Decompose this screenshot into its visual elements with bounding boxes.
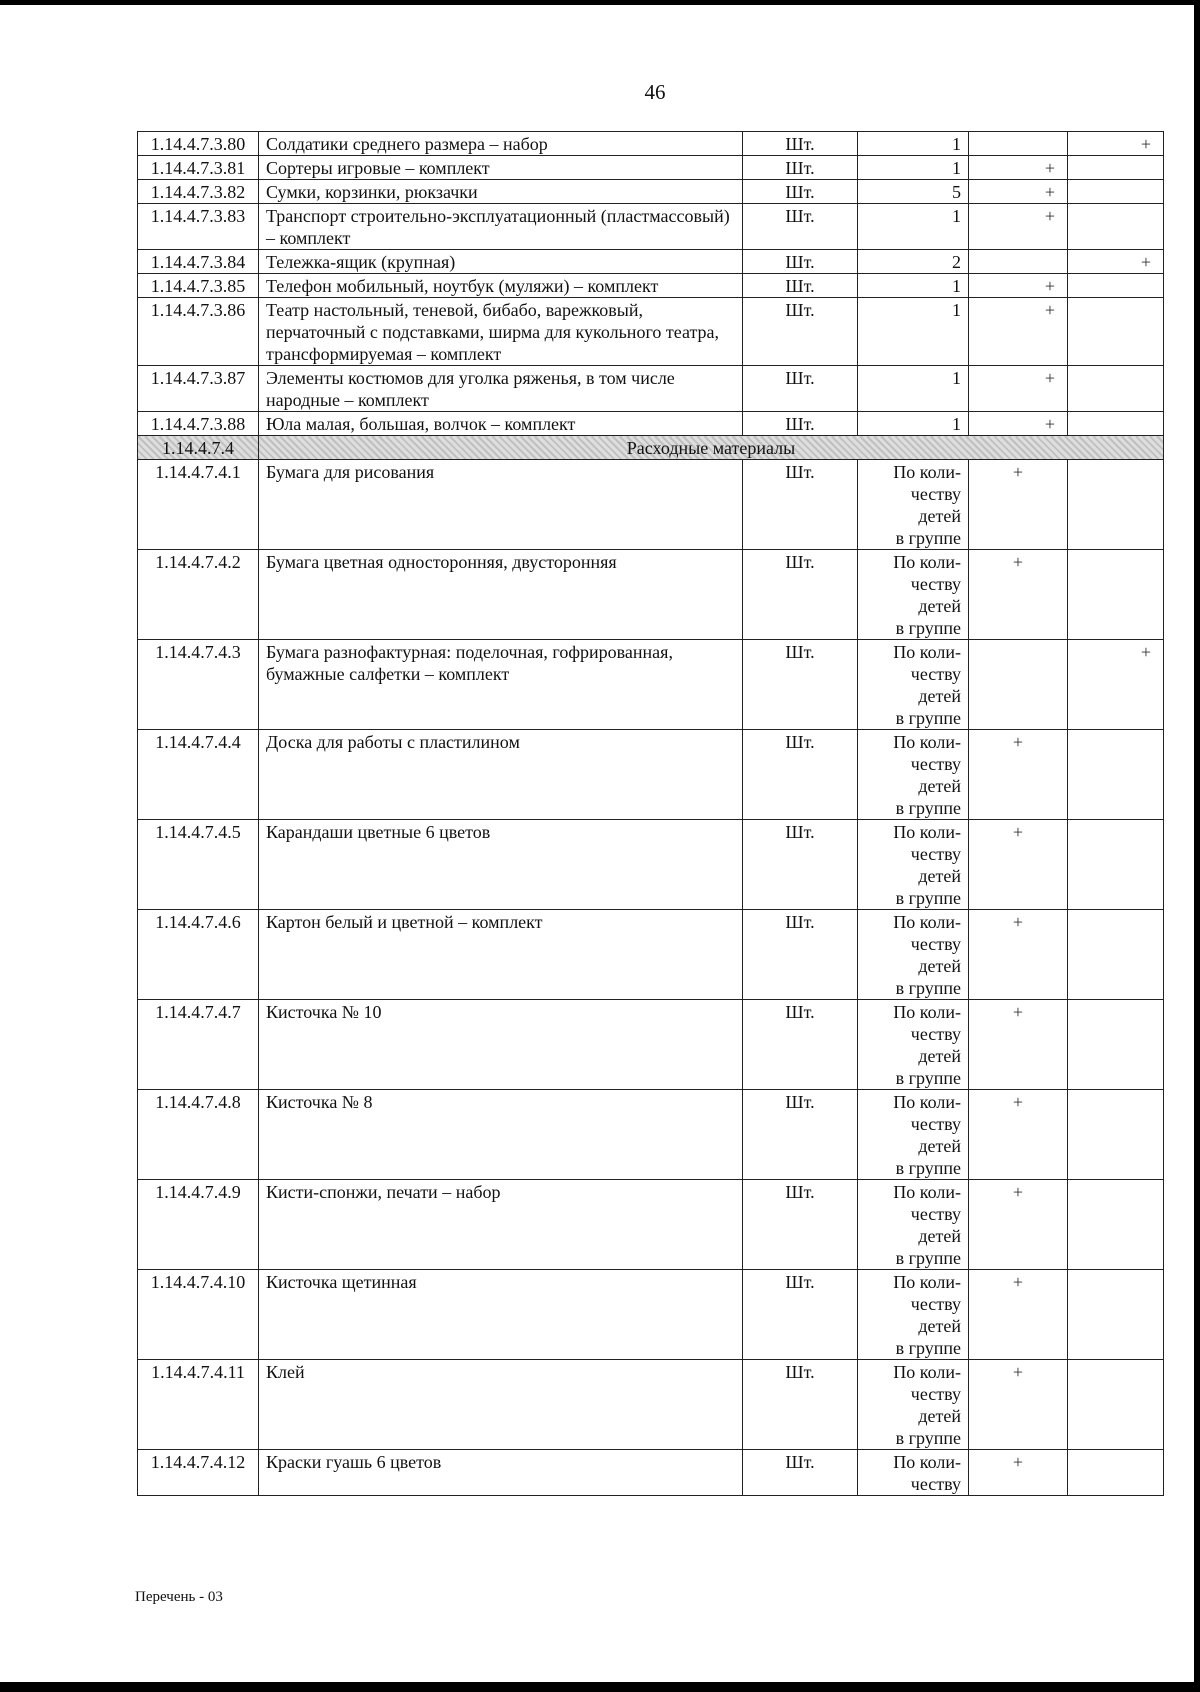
item-unit: Шт. bbox=[743, 1090, 858, 1180]
item-unit: Шт. bbox=[743, 550, 858, 640]
item-quantity: По коли- честву детей в группе bbox=[858, 1000, 969, 1090]
item-quantity: По коли- честву детей в группе bbox=[858, 460, 969, 550]
item-code: 1.14.4.7.3.83 bbox=[138, 204, 259, 250]
item-code: 1.14.4.7.3.80 bbox=[138, 132, 259, 156]
item-code: 1.14.4.7.4.6 bbox=[138, 910, 259, 1000]
item-name: Доска для работы с пластилином bbox=[259, 730, 743, 820]
item-name: Кисти-спонжи, печати – набор bbox=[259, 1180, 743, 1270]
item-unit: Шт. bbox=[743, 910, 858, 1000]
item-mark-column-2 bbox=[1068, 460, 1164, 550]
item-quantity: По коли- честву детей в группе bbox=[858, 1090, 969, 1180]
item-quantity: 5 bbox=[858, 180, 969, 204]
item-mark-column-2 bbox=[1068, 1180, 1164, 1270]
item-mark-column-1: + bbox=[969, 204, 1068, 250]
item-name: Театр настольный, теневой, бибабо, варежковый, перчаточный с подставками, ширма для кукольного театра, трансформируемая – комплект bbox=[259, 298, 743, 366]
item-name: Кисточка № 8 bbox=[259, 1090, 743, 1180]
item-mark-column-2 bbox=[1068, 1270, 1164, 1360]
section-row bbox=[138, 436, 1164, 460]
item-mark-column-2 bbox=[1068, 910, 1164, 1000]
table-row bbox=[138, 366, 1164, 412]
item-name: Картон белый и цветной – комплект bbox=[259, 910, 743, 1000]
item-mark-column-2 bbox=[1068, 1000, 1164, 1090]
item-mark-column-2: + bbox=[1068, 132, 1164, 156]
item-mark-column-2 bbox=[1068, 180, 1164, 204]
item-mark-column-1: + bbox=[969, 1360, 1068, 1450]
table-row bbox=[138, 910, 1164, 1000]
table-row bbox=[138, 204, 1164, 250]
table-row bbox=[138, 820, 1164, 910]
item-mark-column-1 bbox=[969, 640, 1068, 730]
item-mark-column-1: + bbox=[969, 1270, 1068, 1360]
equipment-table bbox=[137, 131, 1164, 1496]
scan-border-right bbox=[1194, 0, 1200, 1692]
item-code: 1.14.4.7.4.11 bbox=[138, 1360, 259, 1450]
item-mark-column-1: + bbox=[969, 1180, 1068, 1270]
item-mark-column-2 bbox=[1068, 366, 1164, 412]
item-mark-column-1: + bbox=[969, 298, 1068, 366]
item-name: Солдатики среднего размера – набор bbox=[259, 132, 743, 156]
table-row bbox=[138, 550, 1164, 640]
item-unit: Шт. bbox=[743, 132, 858, 156]
item-mark-column-1 bbox=[969, 250, 1068, 274]
table-row bbox=[138, 730, 1164, 820]
item-quantity: По коли- честву bbox=[858, 1450, 969, 1496]
page-number: 46 bbox=[644, 80, 666, 104]
item-mark-column-2 bbox=[1068, 156, 1164, 180]
item-mark-column-2: + bbox=[1068, 640, 1164, 730]
item-quantity: По коли- честву детей в группе bbox=[858, 550, 969, 640]
item-unit: Шт. bbox=[743, 366, 858, 412]
item-code: 1.14.4.7.3.82 bbox=[138, 180, 259, 204]
table-row bbox=[138, 180, 1164, 204]
table-row bbox=[138, 1180, 1164, 1270]
item-code: 1.14.4.7.4.7 bbox=[138, 1000, 259, 1090]
item-code: 1.14.4.7.3.84 bbox=[138, 250, 259, 274]
item-mark-column-2 bbox=[1068, 1360, 1164, 1450]
item-mark-column-2: + bbox=[1068, 250, 1164, 274]
item-mark-column-2 bbox=[1068, 1090, 1164, 1180]
item-name: Кисточка щетинная bbox=[259, 1270, 743, 1360]
table-row bbox=[138, 156, 1164, 180]
item-unit: Шт. bbox=[743, 180, 858, 204]
item-quantity: 1 bbox=[858, 298, 969, 366]
item-mark-column-1: + bbox=[969, 412, 1068, 436]
item-quantity: 1 bbox=[858, 156, 969, 180]
item-name: Элементы костюмов для уголка ряженья, в том числе народные – комплект bbox=[259, 366, 743, 412]
item-unit: Шт. bbox=[743, 1360, 858, 1450]
item-code: 1.14.4.7.4.3 bbox=[138, 640, 259, 730]
item-mark-column-1: + bbox=[969, 274, 1068, 298]
item-mark-column-2 bbox=[1068, 730, 1164, 820]
item-quantity: 1 bbox=[858, 132, 969, 156]
item-name: Сортеры игровые – комплект bbox=[259, 156, 743, 180]
item-quantity: По коли- честву детей в группе bbox=[858, 910, 969, 1000]
item-mark-column-1: + bbox=[969, 180, 1068, 204]
item-name: Карандаши цветные 6 цветов bbox=[259, 820, 743, 910]
item-mark-column-1: + bbox=[969, 1090, 1068, 1180]
item-quantity: По коли- честву детей в группе bbox=[858, 1180, 969, 1270]
item-code: 1.14.4.7.4.12 bbox=[138, 1450, 259, 1496]
item-mark-column-2 bbox=[1068, 820, 1164, 910]
item-quantity: По коли- честву детей в группе bbox=[858, 730, 969, 820]
item-code: 1.14.4.7.3.88 bbox=[138, 412, 259, 436]
table-row bbox=[138, 250, 1164, 274]
item-name: Краски гуашь 6 цветов bbox=[259, 1450, 743, 1496]
item-code: 1.14.4.7.4.2 bbox=[138, 550, 259, 640]
item-mark-column-1: + bbox=[969, 550, 1068, 640]
item-unit: Шт. bbox=[743, 460, 858, 550]
item-mark-column-2 bbox=[1068, 412, 1164, 436]
item-name: Клей bbox=[259, 1360, 743, 1450]
section-title: Расходные материалы bbox=[259, 436, 1164, 460]
item-mark-column-1 bbox=[969, 132, 1068, 156]
item-unit: Шт. bbox=[743, 204, 858, 250]
item-unit: Шт. bbox=[743, 730, 858, 820]
item-quantity: По коли- честву детей в группе bbox=[858, 820, 969, 910]
item-code: 1.14.4.7.4.10 bbox=[138, 1270, 259, 1360]
item-name: Тележка-ящик (крупная) bbox=[259, 250, 743, 274]
item-quantity: По коли- честву детей в группе bbox=[858, 640, 969, 730]
item-mark-column-1: + bbox=[969, 460, 1068, 550]
table-row bbox=[138, 1450, 1164, 1496]
item-quantity: 1 bbox=[858, 274, 969, 298]
table-row bbox=[138, 274, 1164, 298]
item-mark-column-1: + bbox=[969, 730, 1068, 820]
item-mark-column-2 bbox=[1068, 204, 1164, 250]
item-unit: Шт. bbox=[743, 412, 858, 436]
table-row bbox=[138, 1000, 1164, 1090]
item-name: Бумага разнофактурная: поделочная, гофрированная, бумажные салфетки – комплект bbox=[259, 640, 743, 730]
item-mark-column-2 bbox=[1068, 298, 1164, 366]
equipment-table-body bbox=[138, 132, 1164, 1496]
item-mark-column-2 bbox=[1068, 550, 1164, 640]
item-quantity: По коли- честву детей в группе bbox=[858, 1360, 969, 1450]
item-code: 1.14.4.7.3.87 bbox=[138, 366, 259, 412]
section-code: 1.14.4.7.4 bbox=[138, 436, 259, 460]
item-code: 1.14.4.7.4.4 bbox=[138, 730, 259, 820]
item-code: 1.14.4.7.4.8 bbox=[138, 1090, 259, 1180]
page-footer: Перечень - 03 bbox=[135, 1589, 223, 1605]
item-unit: Шт. bbox=[743, 820, 858, 910]
item-code: 1.14.4.7.3.81 bbox=[138, 156, 259, 180]
item-name: Транспорт строительно-эксплуатационный (пластмассовый) – комплект bbox=[259, 204, 743, 250]
item-unit: Шт. bbox=[743, 274, 858, 298]
item-mark-column-1: + bbox=[969, 910, 1068, 1000]
scan-border-top bbox=[0, 0, 1200, 5]
item-code: 1.14.4.7.4.1 bbox=[138, 460, 259, 550]
item-name: Бумага для рисования bbox=[259, 460, 743, 550]
table-row bbox=[138, 1360, 1164, 1450]
item-unit: Шт. bbox=[743, 250, 858, 274]
table-row bbox=[138, 132, 1164, 156]
item-unit: Шт. bbox=[743, 1450, 858, 1496]
item-quantity: 1 bbox=[858, 366, 969, 412]
table-row bbox=[138, 460, 1164, 550]
item-mark-column-1: + bbox=[969, 366, 1068, 412]
item-quantity: По коли- честву детей в группе bbox=[858, 1270, 969, 1360]
item-mark-column-1: + bbox=[969, 1000, 1068, 1090]
item-code: 1.14.4.7.3.86 bbox=[138, 298, 259, 366]
item-mark-column-2 bbox=[1068, 274, 1164, 298]
item-name: Сумки, корзинки, рюкзачки bbox=[259, 180, 743, 204]
table-row bbox=[138, 298, 1164, 366]
item-name: Бумага цветная односторонняя, двусторонняя bbox=[259, 550, 743, 640]
table-row bbox=[138, 640, 1164, 730]
item-code: 1.14.4.7.3.85 bbox=[138, 274, 259, 298]
table-row bbox=[138, 1090, 1164, 1180]
item-unit: Шт. bbox=[743, 156, 858, 180]
item-code: 1.14.4.7.4.5 bbox=[138, 820, 259, 910]
item-unit: Шт. bbox=[743, 298, 858, 366]
item-unit: Шт. bbox=[743, 640, 858, 730]
item-quantity: 2 bbox=[858, 250, 969, 274]
item-quantity: 1 bbox=[858, 204, 969, 250]
item-mark-column-1: + bbox=[969, 820, 1068, 910]
item-name: Телефон мобильный, ноутбук (муляжи) – комплект bbox=[259, 274, 743, 298]
item-name: Юла малая, большая, волчок – комплект bbox=[259, 412, 743, 436]
item-unit: Шт. bbox=[743, 1270, 858, 1360]
table-row bbox=[138, 412, 1164, 436]
item-mark-column-1: + bbox=[969, 156, 1068, 180]
item-mark-column-2 bbox=[1068, 1450, 1164, 1496]
item-quantity: 1 bbox=[858, 412, 969, 436]
item-code: 1.14.4.7.4.9 bbox=[138, 1180, 259, 1270]
scan-border-bottom bbox=[0, 1682, 1200, 1692]
item-name: Кисточка № 10 bbox=[259, 1000, 743, 1090]
item-mark-column-1: + bbox=[969, 1450, 1068, 1496]
table-row bbox=[138, 1270, 1164, 1360]
item-unit: Шт. bbox=[743, 1000, 858, 1090]
item-unit: Шт. bbox=[743, 1180, 858, 1270]
